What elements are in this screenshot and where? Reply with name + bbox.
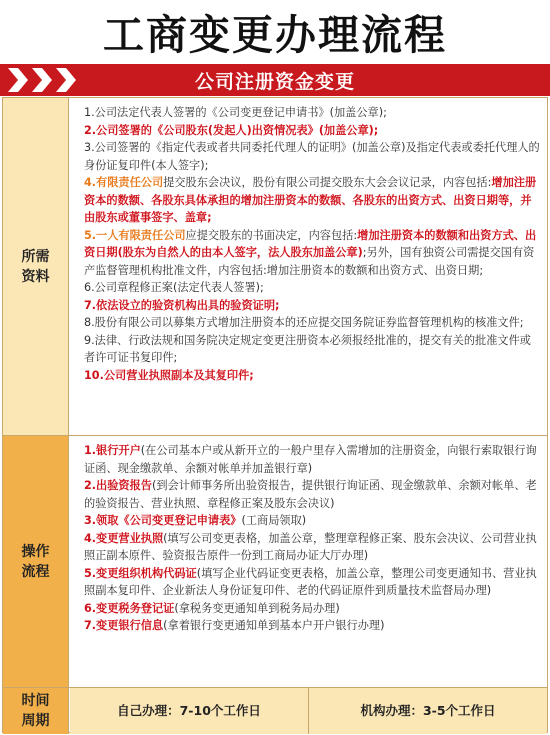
list-item-text: (拿着银行变更通知单到基本户开户银行办理) (163, 619, 385, 632)
list-item-text: (填写企业代码证变更表格，加盖公章，整理公司变更通知书、营业执照副本复印件、企业新法人身份证复印件、老的代码证原件到质量技术监督局办理) (84, 566, 537, 597)
list-item-text: 7.依法设立的验资机构出具的验资证明; (84, 298, 280, 312)
list-item-text: 4.有限责任公司 (84, 176, 164, 189)
list-item-text: ;另外，国有独资公司需提交国有资产监督管理机构批准文件，内容包括:增加注册资本的数额和出资方式、出资日期; (84, 246, 535, 277)
materials-header (3, 98, 69, 435)
list-item-text: 9.法律、行政法规和国务院决定规定变更注册资本必须报经批准的，提交有关的批准文件或者许可证书复印件; (84, 333, 531, 364)
list-item-text: (填写公司变更表格，加盖公章，整理章程修正案、股东会决议、公司营业执照正副本原件、验资报告原件一份到工商局办证大厅办理) (84, 531, 537, 562)
process-list (70, 436, 547, 687)
list-item-text: 5.变更组织机构代码证 (84, 566, 197, 580)
banner-title: 公司注册资金变更 (194, 70, 355, 93)
process-step (84, 600, 541, 618)
process-table (2, 97, 548, 733)
list-item-text: 2.公司签署的《公司股东(发起人)出资情况表》(加盖公章); (84, 123, 379, 137)
list-item-text: 10.公司营业执照副本及其复印件; (84, 368, 254, 382)
period-header (3, 688, 69, 734)
material-item (84, 122, 541, 140)
list-item-text: 6.公司章程修正案(法定代表人签署); (84, 281, 264, 294)
list-item-text: 1.公司法定代表人签署的《公司变更登记申请书》(加盖公章); (84, 106, 387, 119)
list-item-text: (工商局领取) (241, 514, 307, 527)
list-item-text: 增加注册资本的数额和出资方式、出资日期(股东为自然人的由本人签字，法人股东加盖公章) (84, 228, 537, 259)
list-item-text: 4.变更营业执照 (84, 531, 164, 545)
list-item-text: 提交股东会决议，股份有限公司提交股东大会会议记录，内容包括: (163, 176, 492, 189)
page-title: 工商变更办理流程 (103, 10, 447, 59)
period-row (70, 688, 547, 734)
material-item (84, 139, 541, 174)
material-item (84, 104, 541, 122)
list-item-text: 应提交股东的书面决定，内容包括: (185, 228, 358, 242)
process-header (3, 436, 69, 687)
material-item (84, 367, 541, 385)
material-item (84, 297, 541, 315)
material-item (84, 174, 541, 227)
list-item-text: 7.变更银行信息 (84, 619, 164, 632)
materials-header-text: 所需 资料 (21, 248, 50, 285)
process-header-text: 操作 流程 (21, 543, 50, 580)
material-item (84, 227, 541, 280)
self-handling-period: 自己办理：7-10个工作日 (117, 703, 261, 719)
list-item-text: 1.银行开户 (84, 444, 141, 457)
list-item-text: (在公司基本户或从新开立的一般户里存入需增加的注册资金，向银行索取银行询证函、现金缴款单、余额对帐单并加盖银行章) (84, 444, 537, 475)
list-item-text: 8.股份有限公司以募集方式增加注册资本的还应提交国务院证券监督管理机构的核准文件; (84, 316, 524, 329)
materials-list (70, 98, 547, 435)
material-item (84, 279, 541, 297)
list-item-text: 增加注册资本的数额、各股东具体承担的增加注册资本的数额、各股东的出资方式、出资日期等，并由股东或董事签字、盖章; (84, 176, 537, 224)
list-item-text: (拿税务变更通知单到税务局办理) (174, 601, 340, 615)
list-item-text: 2.出验资报告 (84, 479, 152, 492)
process-step (84, 442, 541, 477)
material-item (84, 332, 541, 367)
list-item-text: 6.变更税务登记证 (84, 601, 175, 615)
period-header-text: 时间 周期 (21, 693, 50, 729)
material-item (84, 314, 541, 332)
section-banner (0, 64, 550, 96)
list-item-text: 3.领取《公司变更登记申请表》 (84, 514, 242, 527)
process-step (84, 530, 541, 565)
process-step (84, 565, 541, 600)
process-step (84, 617, 541, 635)
list-item-text: (到会计师事务所出验资报告，提供银行询证函、现金缴款单、余额对帐单、老的验资报告、营业执照、章程修正案及股东会决议) (84, 479, 537, 510)
process-step (84, 512, 541, 530)
agency-handling-period: 机构办理：3-5个工作日 (308, 688, 547, 734)
process-step (84, 477, 541, 512)
list-item-text: 3.公司签署的《指定代表或者共同委托代理人的证明》(加盖公章)及指定代表或委托代理人的身份证复印件(本人签字); (84, 141, 540, 172)
list-item-text: 5.一人有限责任公司 (84, 228, 186, 242)
